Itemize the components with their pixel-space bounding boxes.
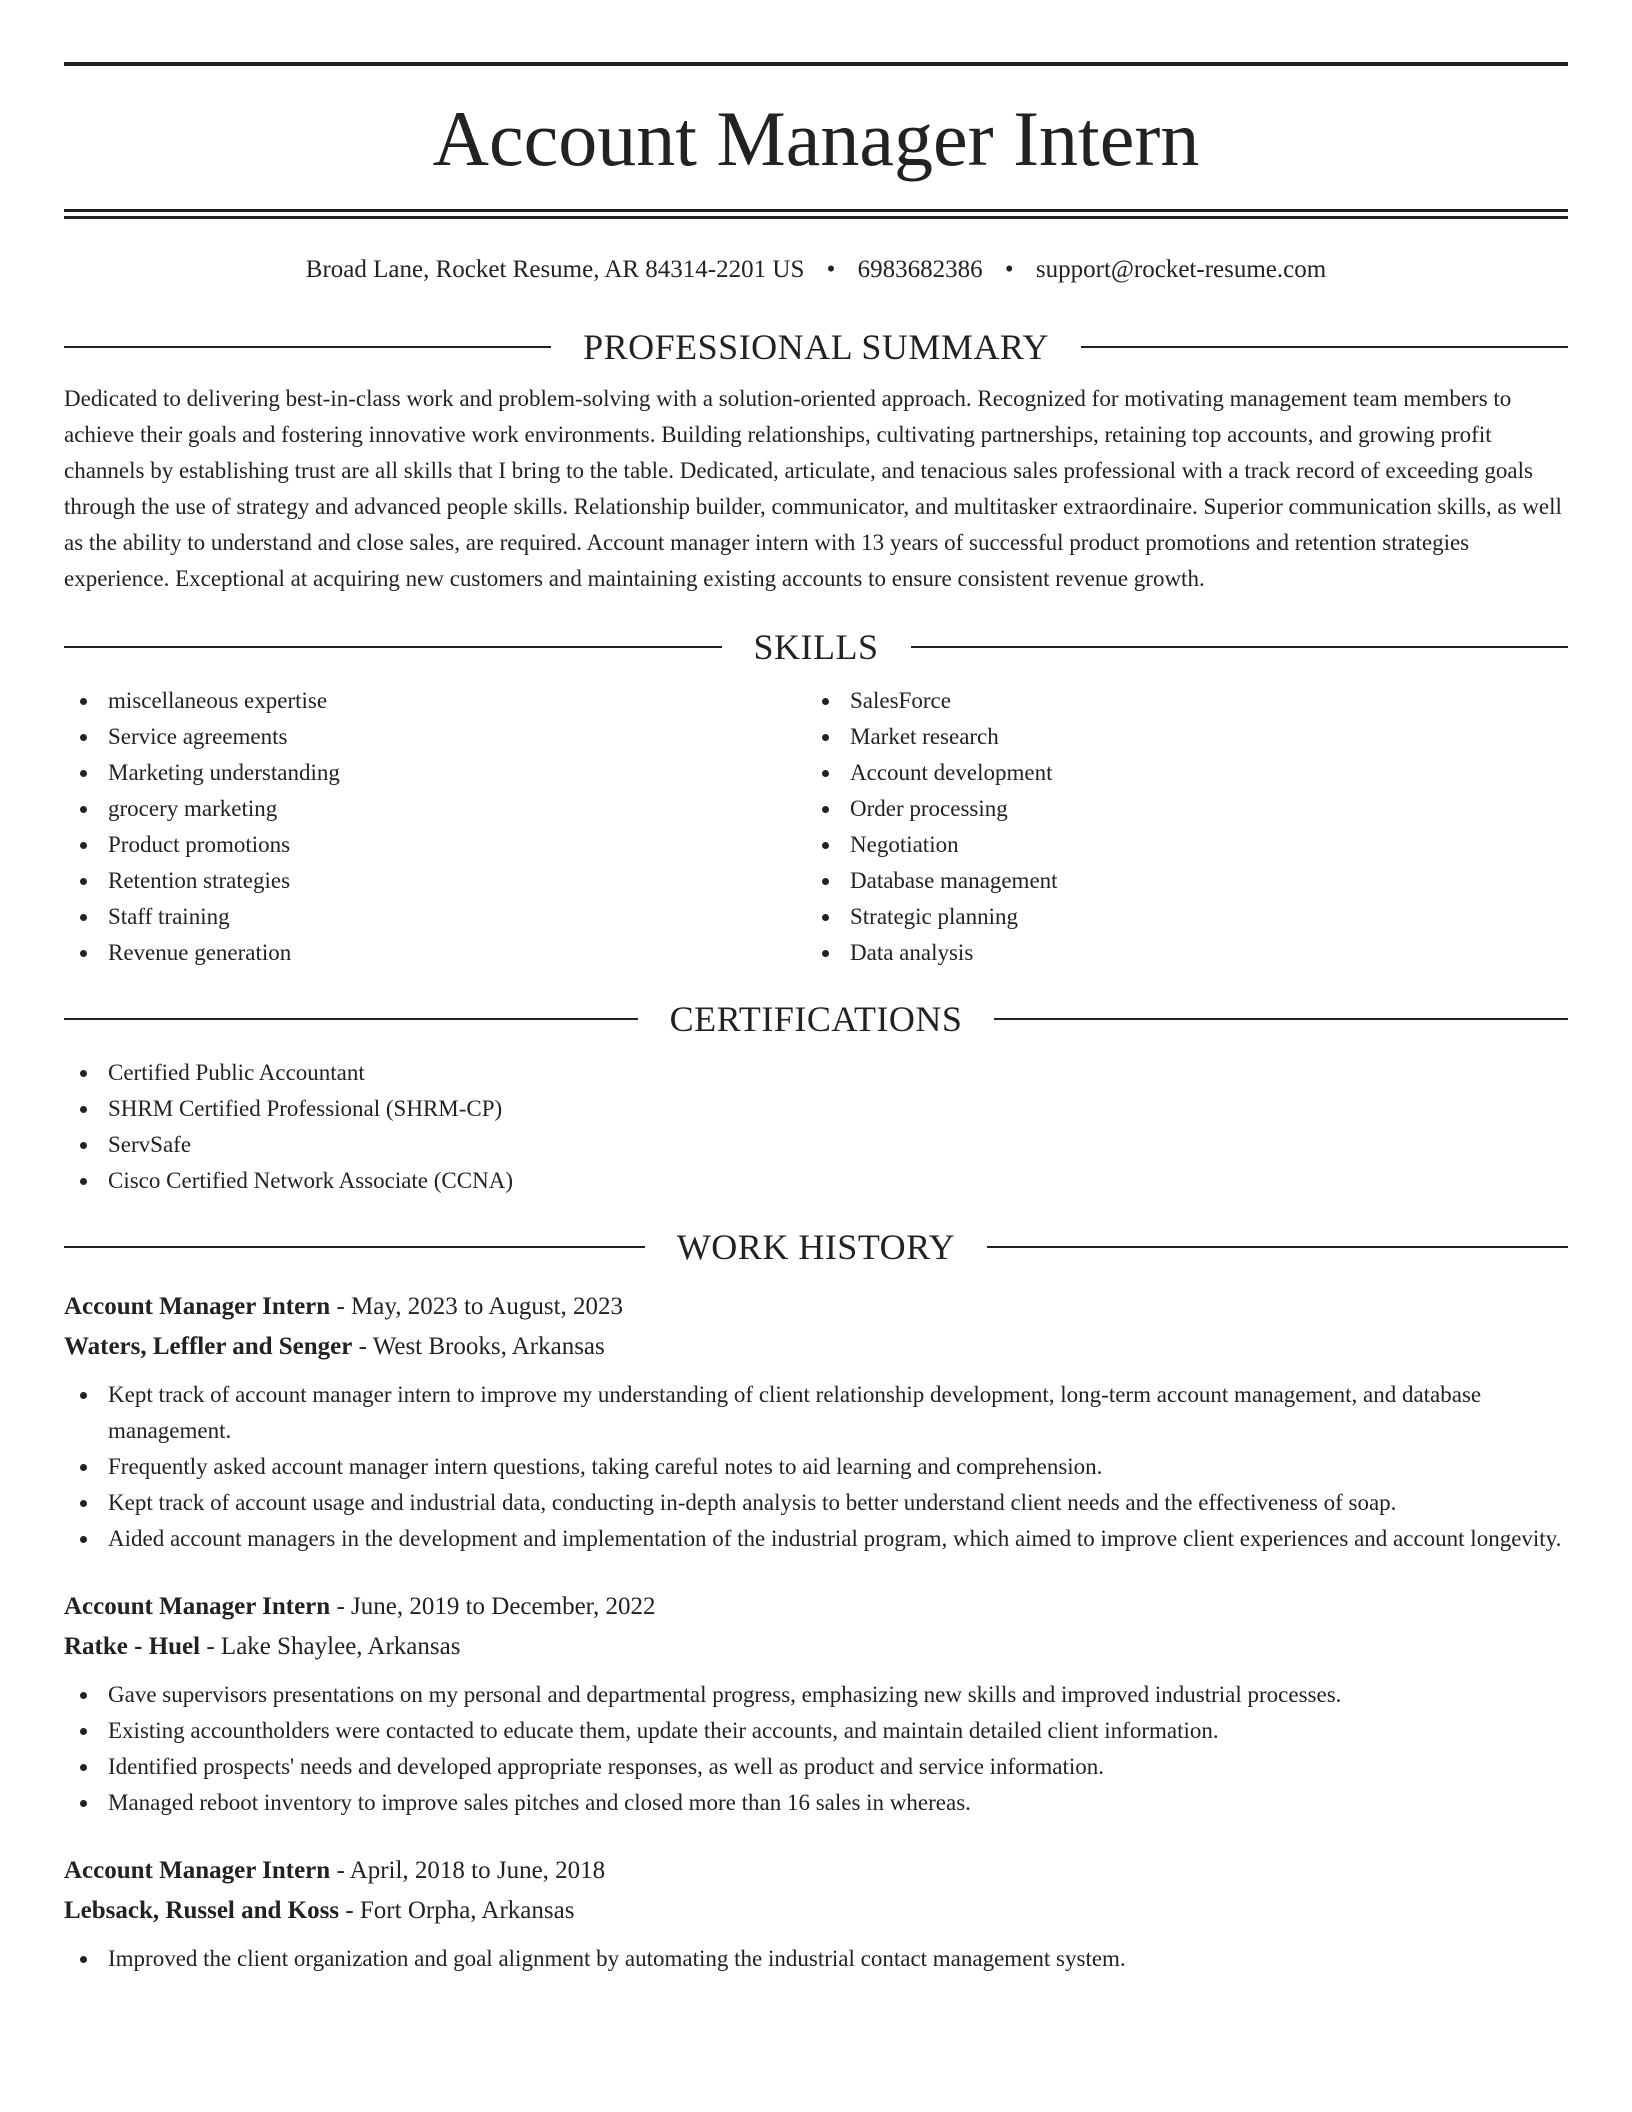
section-rule-right (911, 646, 1569, 648)
section-title: SKILLS (753, 627, 879, 667)
skill-item: Data analysis (806, 935, 1548, 971)
skill-item: Database management (806, 863, 1548, 899)
job-company-line (64, 1891, 1568, 1931)
job-bullet: Identified prospects' needs and developed appropriate responses, as well as product and service information. (64, 1749, 1568, 1785)
job-title: Account Manager Intern (64, 1293, 331, 1320)
job-dates: - May, 2023 to August, 2023 (330, 1293, 624, 1320)
section-rule-right (994, 1018, 1568, 1020)
section-rule-left (64, 1246, 645, 1248)
skills-list-left (64, 683, 806, 971)
job-entry (64, 1587, 1568, 1821)
job-bullet: Aided account managers in the development and implementation of the industrial program, which aimed to improve client experiences and account longevity. (64, 1521, 1568, 1557)
skill-item: Order processing (806, 791, 1548, 827)
job-bullets (64, 1941, 1568, 1977)
skill-item: Strategic planning (806, 899, 1548, 935)
job-bullet: Managed reboot inventory to improve sales pitches and closed more than 16 sales in whereas. (64, 1785, 1568, 1821)
skill-item: SalesForce (806, 683, 1548, 719)
certification-item: Cisco Certified Network Associate (CCNA) (64, 1163, 1568, 1199)
certifications-list (64, 1055, 1568, 1199)
skills-list-right (806, 683, 1548, 971)
job-company: Lebsack, Russel and Koss (64, 1897, 340, 1924)
job-dates: - June, 2019 to December, 2022 (330, 1593, 656, 1620)
skills-columns (64, 683, 1568, 971)
job-title: Account Manager Intern (64, 1857, 331, 1884)
skill-item: Market research (806, 719, 1548, 755)
contact-line (64, 255, 1568, 285)
job-dates: - April, 2018 to June, 2018 (330, 1857, 606, 1884)
resume-title: Account Manager Intern (432, 95, 1200, 182)
job-entry (64, 1287, 1568, 1557)
section-rule-right (987, 1246, 1568, 1248)
skill-item: Product promotions (64, 827, 806, 863)
skill-item: Retention strategies (64, 863, 806, 899)
job-bullets (64, 1677, 1568, 1821)
section-header-work-history (64, 1225, 1568, 1269)
job-bullet: Kept track of account usage and industrial data, conducting in-depth analysis to better understand client needs and the effectiveness of soap. (64, 1485, 1568, 1521)
section-title: CERTIFICATIONS (669, 999, 963, 1039)
section-header-summary (64, 325, 1568, 369)
skill-item: miscellaneous expertise (64, 683, 806, 719)
section-rule-left (64, 1018, 638, 1020)
contact-address: Broad Lane, Rocket Resume, AR 84314-2201 US (305, 256, 805, 283)
title-double-rule (64, 209, 1568, 219)
section-rule-left (64, 646, 722, 648)
job-bullets (64, 1377, 1568, 1557)
skill-item: grocery marketing (64, 791, 806, 827)
job-bullet: Improved the client organization and goal alignment by automating the industrial contact management system. (64, 1941, 1568, 1977)
job-company-line (64, 1327, 1568, 1367)
section-header-skills (64, 625, 1568, 669)
contact-separator: • (826, 256, 836, 283)
contact-email: support@rocket-resume.com (1035, 256, 1327, 283)
job-bullet: Frequently asked account manager intern questions, taking careful notes to aid learning and comprehension. (64, 1449, 1568, 1485)
contact-separator: • (1004, 256, 1014, 283)
job-company: Waters, Leffler and Senger (64, 1333, 353, 1360)
job-title-line (64, 1287, 1568, 1327)
job-bullet: Gave supervisors presentations on my personal and departmental progress, emphasizing new skills and improved industrial processes. (64, 1677, 1568, 1713)
job-title-line (64, 1587, 1568, 1627)
job-entry (64, 1851, 1568, 1977)
job-title-line (64, 1851, 1568, 1891)
job-company: Ratke - Huel (64, 1633, 201, 1660)
summary-text: Dedicated to delivering best-in-class work and problem-solving with a solution-oriented approach. Recognized for motivating management team members to achieve their goals and fostering innovative work environments. Building relationships, cultivating partnerships, retaining top accounts, and growing profit channels by establishing trust are all skills that I bring to the table. Dedicated, articulate, and tenacious sales professional with a track record of exceeding goals through the use of strategy and advanced people skills. Relationship builder, communicator, and multitasker extraordinaire. Superior communication skills, as well as the ability to understand and close sales, are required. Account manager intern with 13 years of successful product promotions and retention strategies experience. Exceptional at acquiring new customers and maintaining existing accounts to ensure consistent revenue growth. (64, 386, 1562, 591)
skill-item: Negotiation (806, 827, 1548, 863)
certification-item: Certified Public Accountant (64, 1055, 1568, 1091)
resume-page (64, 62, 1568, 1977)
job-title: Account Manager Intern (64, 1593, 331, 1620)
job-bullet: Kept track of account manager intern to improve my understanding of client relationship development, long-term account management, and database management. (64, 1377, 1568, 1449)
skill-item: Account development (806, 755, 1548, 791)
contact-phone: 6983682386 (857, 256, 983, 283)
certification-item: ServSafe (64, 1127, 1568, 1163)
section-rule-right (1081, 346, 1568, 348)
job-location: - Fort Orpha, Arkansas (339, 1897, 575, 1924)
section-header-certifications (64, 997, 1568, 1041)
job-bullet: Existing accountholders were contacted to educate them, update their accounts, and maintain detailed client information. (64, 1713, 1568, 1749)
skill-item: Service agreements (64, 719, 806, 755)
skill-item: Revenue generation (64, 935, 806, 971)
skill-item: Staff training (64, 899, 806, 935)
job-company-line (64, 1627, 1568, 1667)
job-location: - West Brooks, Arkansas (352, 1333, 605, 1360)
section-rule-left (64, 346, 551, 348)
section-title: PROFESSIONAL SUMMARY (583, 327, 1049, 367)
job-location: - Lake Shaylee, Arkansas (200, 1633, 461, 1660)
section-title: WORK HISTORY (676, 1227, 956, 1267)
certification-item: SHRM Certified Professional (SHRM-CP) (64, 1091, 1568, 1127)
skill-item: Marketing understanding (64, 755, 806, 791)
top-rule (64, 62, 1568, 66)
